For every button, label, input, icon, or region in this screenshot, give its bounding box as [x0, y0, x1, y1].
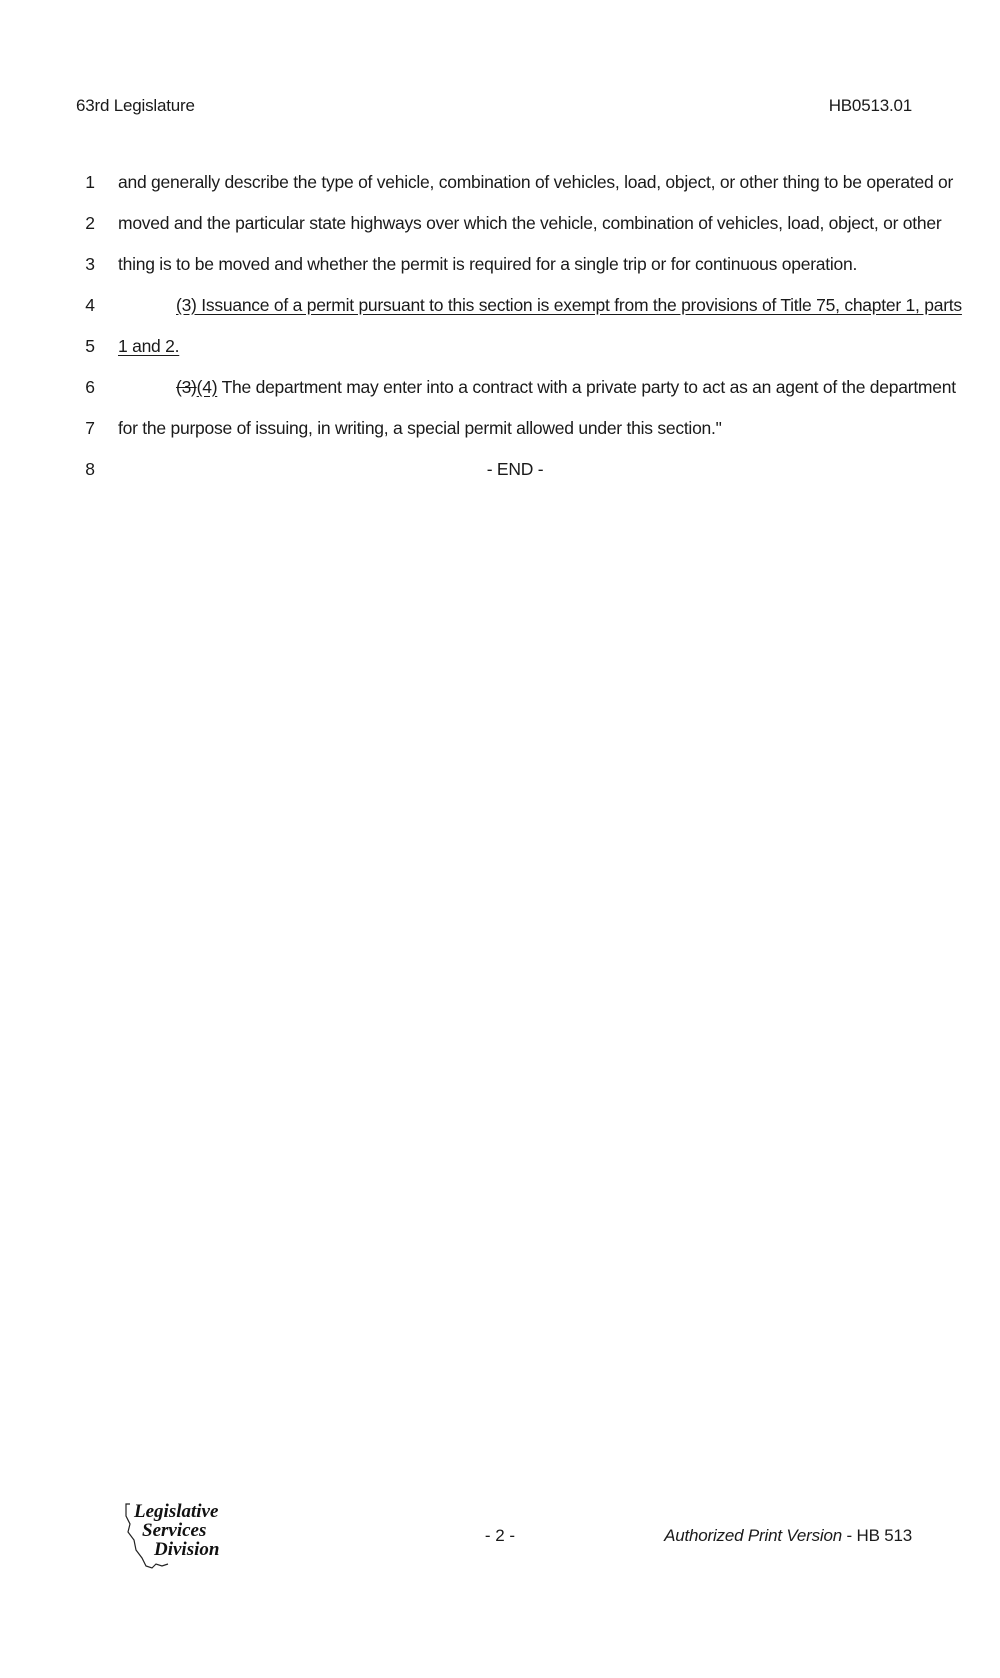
authorized-print-version	[664, 1526, 912, 1546]
inserted-text: (3) Issuance of a permit pursuant to this section is exempt from the provisions of Title 75, chapter 1, parts	[176, 295, 962, 315]
text-line	[0, 377, 1000, 407]
header-legislature: 63rd Legislature	[76, 96, 195, 115]
page-footer	[0, 1502, 1000, 1582]
logo-line-2: Services	[142, 1520, 207, 1541]
line-text: and generally describe the type of vehicle, combination of vehicles, load, object, or other thing to be operated or	[118, 172, 954, 192]
line-text: The department may enter into a contract with a private party to act as an agent of the department	[217, 377, 956, 397]
text-line	[0, 254, 1000, 284]
header-bill-number: HB0513.01	[828, 96, 912, 115]
text-line	[0, 336, 1000, 366]
line-text-container	[176, 377, 956, 398]
struck-text: (3)	[176, 377, 197, 397]
line-number: 6	[85, 377, 95, 397]
line-number: 7	[85, 418, 95, 438]
inserted-text: 1 and 2.	[118, 336, 180, 356]
logo-line-3: Division	[154, 1539, 220, 1560]
line-number: 5	[85, 336, 95, 356]
inserted-text: (4)	[196, 377, 218, 397]
line-text: for the purpose of issuing, in writing, a special permit allowed under this section."	[118, 418, 722, 438]
line-text: moved and the particular state highways over which the vehicle, combination of vehicles, load, object, or other	[118, 213, 942, 233]
authorized-label: Authorized Print Version	[664, 1526, 842, 1545]
page-number: - 2 -	[484, 1526, 516, 1545]
text-line	[0, 213, 1000, 243]
line-number: 1	[85, 172, 95, 192]
line-number: 2	[85, 213, 95, 233]
logo-line-1: Legislative	[134, 1501, 219, 1522]
line-number: 4	[85, 295, 95, 315]
text-line	[0, 295, 1000, 325]
end-marker: - END -	[486, 459, 544, 479]
line-text: thing is to be moved and whether the permit is required for a single trip or for continuous operation.	[118, 254, 858, 274]
text-line	[0, 418, 1000, 448]
text-line	[0, 459, 1000, 489]
bill-reference: - HB 513	[841, 1526, 912, 1545]
line-number: 8	[85, 459, 95, 479]
text-line	[0, 172, 1000, 202]
line-number: 3	[85, 254, 95, 274]
